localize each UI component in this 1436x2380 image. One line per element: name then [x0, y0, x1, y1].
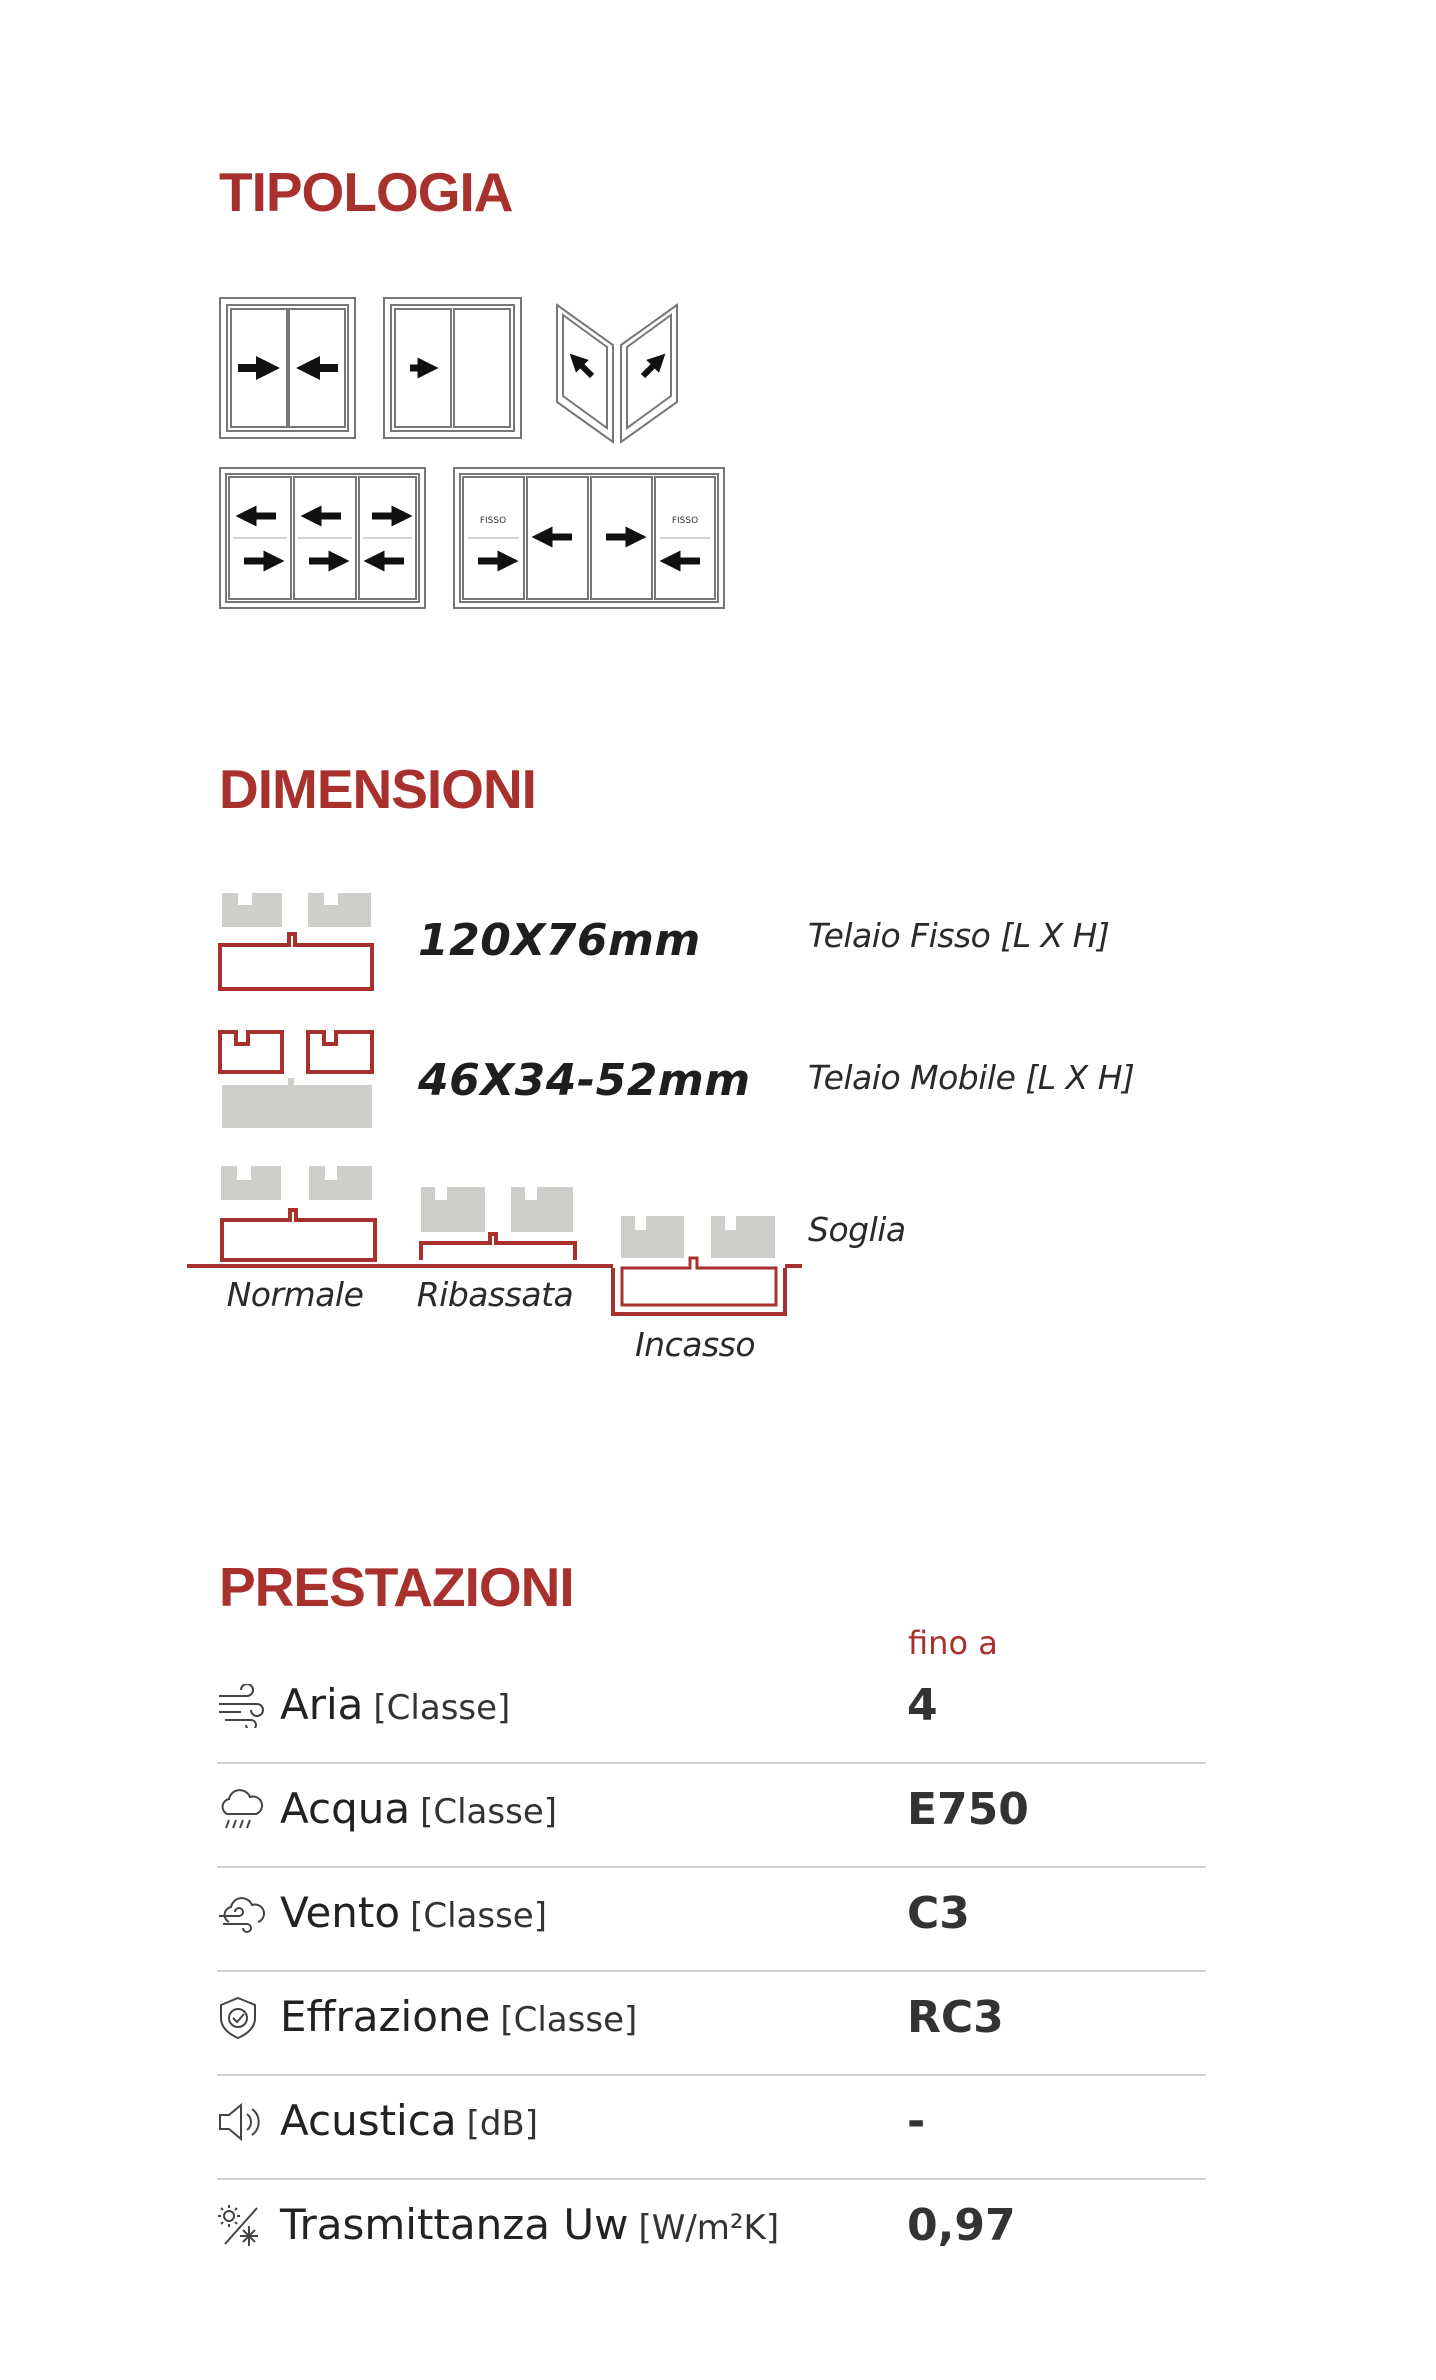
fixed-frame-dimension: 120X76mm [418, 915, 701, 966]
sun-snow-icon [217, 2204, 267, 2248]
performance-row-vento [217, 1868, 1206, 1972]
mobile-frame-label: Telaio Mobile [L X H] [808, 1058, 1135, 1097]
threshold-normale-label: Normale [226, 1275, 364, 1314]
performance-row-aria [217, 1660, 1206, 1764]
dimensioni-title: DIMENSIONI [219, 758, 536, 820]
performance-unit: [Classe] [500, 2000, 638, 2040]
threshold-normale-icon [221, 1166, 375, 1260]
fixed-frame-label: Telaio Fisso [L X H] [808, 916, 1110, 955]
performance-unit: [W/m²K] [638, 2208, 780, 2248]
performance-unit: [Classe] [410, 1896, 547, 1936]
fixed-panel-label: FISSO [671, 516, 699, 526]
performance-value: E750 [907, 1784, 1029, 1835]
performance-label: Trasmittanza Uw [280, 2200, 629, 2249]
performance-label: Effrazione [280, 1992, 491, 2041]
fixed-panel-label: FISSO [479, 516, 507, 526]
mobile-frame-profile-icon [218, 1030, 378, 1130]
performance-value: 0,97 [907, 2200, 1016, 2251]
performance-label: Aria [280, 1680, 364, 1729]
mobile-frame-dimension: 46X34-52mm [418, 1055, 751, 1106]
speaker-icon [217, 2100, 267, 2144]
four-panel-sliding-diagram [454, 468, 724, 608]
performance-label: Acqua [280, 1784, 411, 1833]
performance-unit: [dB] [466, 2104, 538, 2144]
performance-unit: [Classe] [373, 1688, 511, 1728]
rain-cloud-icon [217, 1788, 267, 1832]
threshold-incasso-label: Incasso [634, 1325, 756, 1364]
triple-sliding-diagram [220, 468, 425, 608]
performance-row-trasmittanza [217, 2180, 1206, 2284]
performance-value: 4 [907, 1680, 938, 1731]
performance-row-acqua [217, 1764, 1206, 1868]
double-sliding-diagram [220, 298, 355, 438]
tipologia-title: TIPOLOGIA [219, 161, 513, 223]
angle-sliding-diagram [557, 305, 677, 442]
performance-row-effrazione [217, 1972, 1206, 2076]
column-header-fino-a: fino a [908, 1624, 998, 1662]
performance-value: RC3 [907, 1992, 1004, 2043]
fixed-frame-profile-icon [218, 893, 378, 993]
tipologia-diagrams [200, 280, 760, 620]
shield-icon [217, 1996, 267, 2040]
prestazioni-title: PRESTAZIONI [219, 1556, 574, 1618]
performance-row-acustica [217, 2076, 1206, 2180]
performance-value: - [907, 2096, 926, 2147]
air-icon [217, 1684, 267, 1728]
single-sliding-diagram [384, 298, 521, 438]
performance-label: Acustica [280, 2096, 457, 2145]
threshold-ribassata-icon [421, 1187, 575, 1260]
performance-unit: [Classe] [420, 1792, 558, 1832]
wind-cloud-icon [217, 1892, 267, 1936]
threshold-ribassata-label: Ribassata [416, 1275, 574, 1314]
performance-label: Vento [280, 1888, 401, 1937]
performance-value: C3 [907, 1888, 970, 1939]
threshold-incasso-icon [613, 1216, 785, 1314]
soglia-label: Soglia [808, 1210, 906, 1249]
